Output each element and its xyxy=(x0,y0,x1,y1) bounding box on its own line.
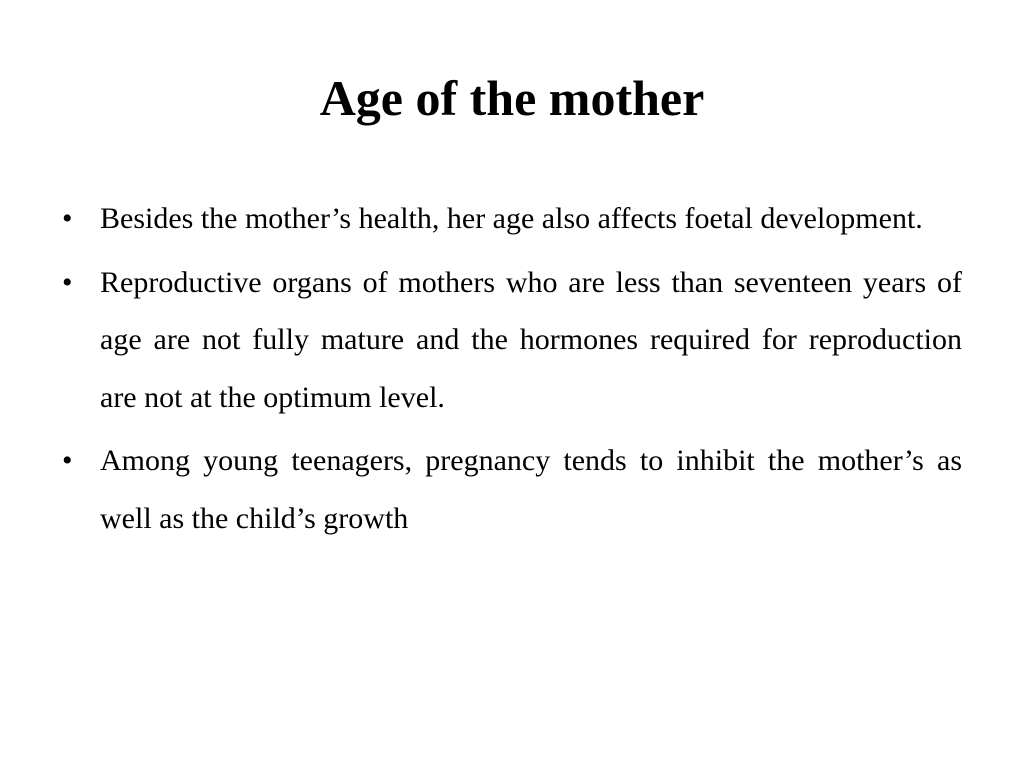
bullet-text: Among young teenagers, pregnancy tends to inhibit the mother’s as well as the child’s growth xyxy=(100,444,962,535)
bullet-item xyxy=(60,432,962,547)
bullet-text: Besides the mother’s health, her age also affects foetal development. xyxy=(100,202,923,235)
bullet-item xyxy=(60,254,962,427)
bullet-marker: • xyxy=(62,444,73,477)
bullet-marker: • xyxy=(62,202,73,235)
bullet-text: Reproductive organs of mothers who are less than seventeen years of age are not fully mature and the hormones required for reproduction are not at the optimum level. xyxy=(100,265,962,414)
bullet-list xyxy=(60,190,962,553)
bullet-marker: • xyxy=(62,265,73,299)
slide-title: Age of the mother xyxy=(319,70,705,126)
bullet-item xyxy=(60,190,962,248)
